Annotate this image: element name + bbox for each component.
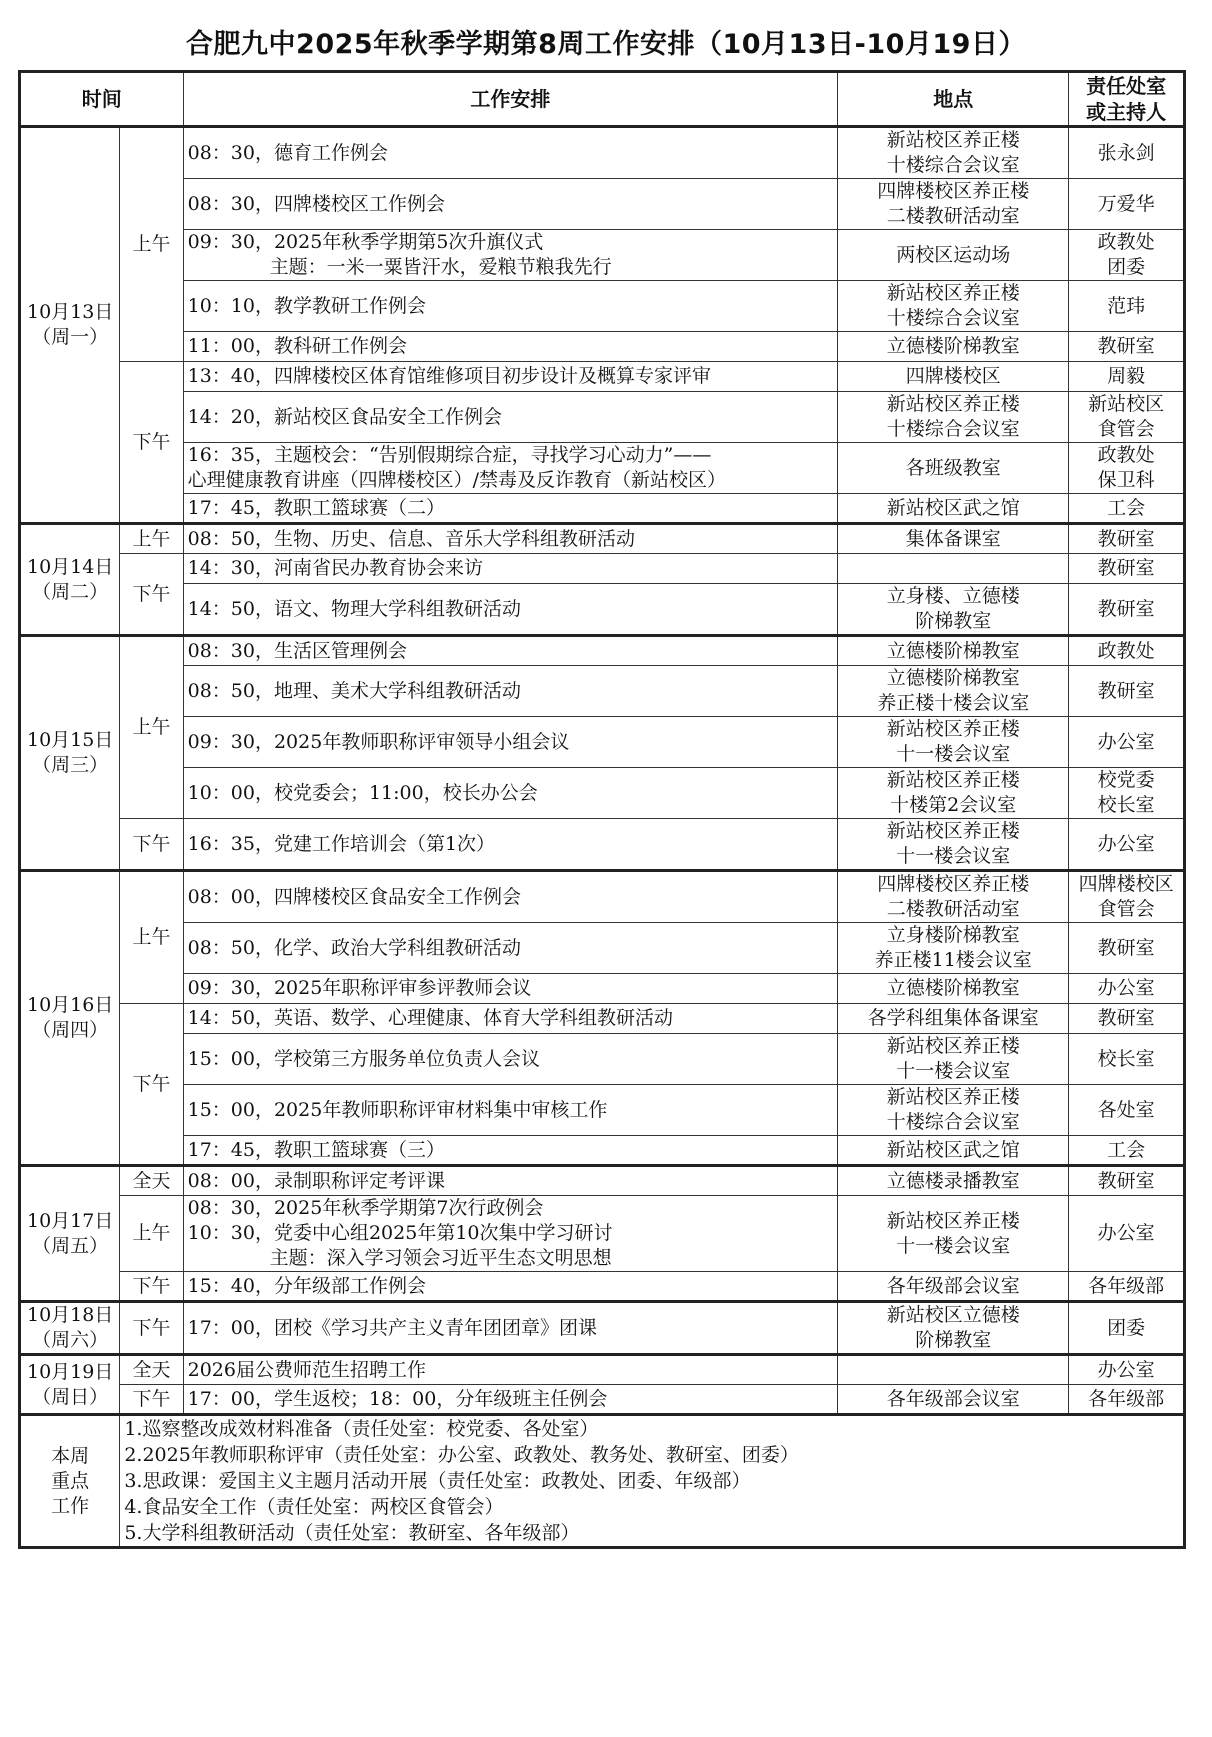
location-line: 立身楼阶梯教室 <box>886 924 1020 946</box>
owner-cell <box>1069 871 1185 923</box>
location-line: 十楼综合会议室 <box>886 154 1020 176</box>
task-cell <box>183 974 837 1004</box>
owner-line: 食管会 <box>1097 418 1155 440</box>
owner-cell <box>1069 127 1185 179</box>
schedule-row <box>20 1355 1185 1385</box>
task-line: 11：00，教科研工作例会 <box>187 335 407 357</box>
header-owner <box>1069 72 1185 127</box>
owner-cell <box>1069 1302 1185 1355</box>
day-cell <box>20 127 120 524</box>
header-task: 工作安排 <box>183 72 837 127</box>
schedule-row <box>20 871 1185 923</box>
task-cell <box>183 1004 837 1034</box>
location-line: 新站校区养正楼 <box>886 1086 1020 1108</box>
task-cell <box>183 494 837 524</box>
schedule-row <box>20 974 1185 1004</box>
key-work-item: 4.食品安全工作（责任处室：两校区食管会） <box>124 1496 504 1518</box>
location-cell <box>838 666 1069 717</box>
location-line: 新站校区养正楼 <box>886 1035 1020 1057</box>
schedule-row <box>20 923 1185 974</box>
owner-cell <box>1069 494 1185 524</box>
location-line: 两校区运动场 <box>896 243 1011 266</box>
day-cell <box>20 524 120 636</box>
period-cell: 下午 <box>120 554 183 636</box>
task-line: 10：00，校党委会；11:00，校长办公会 <box>187 781 538 804</box>
period-cell: 上午 <box>120 871 183 1004</box>
header-location: 地点 <box>838 72 1069 127</box>
task-cell <box>183 230 837 281</box>
task-cell <box>183 332 837 362</box>
task-line: 14：50，语文、物理大学科组教研活动 <box>187 597 521 620</box>
location-cell <box>838 1196 1069 1272</box>
task-cell <box>183 1034 837 1085</box>
location-cell <box>838 717 1069 768</box>
task-cell <box>183 443 837 494</box>
owner-line: 教研室 <box>1097 1169 1155 1192</box>
location-cell <box>838 1302 1069 1355</box>
header-time: 时间 <box>20 72 184 127</box>
location-line: 新站校区武之馆 <box>886 496 1020 519</box>
owner-line: 教研室 <box>1097 679 1155 702</box>
location-line: 各年级部会议室 <box>886 1387 1020 1410</box>
task-line: 心理健康教育讲座（四牌楼校区）/禁毒及反诈教育（新站校区） <box>187 469 727 491</box>
schedule-row <box>20 494 1185 524</box>
schedule-row <box>20 362 1185 392</box>
day-cell <box>20 1302 120 1355</box>
day-date: 10月17日 <box>26 1209 114 1232</box>
schedule-body <box>20 72 1185 1548</box>
owner-cell <box>1069 1166 1185 1196</box>
location-line: 十楼综合会议室 <box>886 418 1020 440</box>
task-cell <box>183 1085 837 1136</box>
period-cell: 下午 <box>120 1272 183 1302</box>
schedule-row <box>20 666 1185 717</box>
task-line: 13：40，四牌楼校区体育馆维修项目初步设计及概算专家评审 <box>187 365 711 387</box>
header-owner-line: 责任处室 <box>1086 74 1167 98</box>
owner-line: 团委 <box>1107 256 1146 278</box>
schedule-row <box>20 554 1185 584</box>
owner-line: 政教处 <box>1097 444 1155 466</box>
owner-cell <box>1069 1034 1185 1085</box>
schedule-row <box>20 179 1185 230</box>
period-cell: 上午 <box>120 524 183 554</box>
location-cell <box>838 362 1069 392</box>
owner-cell <box>1069 392 1185 443</box>
owner-line: 张永剑 <box>1097 141 1155 164</box>
task-cell <box>183 1355 837 1385</box>
task-cell <box>183 871 837 923</box>
location-line: 四牌楼校区 <box>905 365 1001 387</box>
owner-cell <box>1069 362 1185 392</box>
task-cell <box>183 1166 837 1196</box>
task-cell <box>183 666 837 717</box>
location-cell <box>838 1355 1069 1385</box>
schedule-row <box>20 1004 1185 1034</box>
location-cell <box>838 1136 1069 1166</box>
day-date: 10月15日 <box>26 729 114 751</box>
owner-line: 团委 <box>1107 1316 1146 1339</box>
task-line: 15：00，2025年教师职称评审材料集中审核工作 <box>187 1098 608 1121</box>
schedule-row <box>20 332 1185 362</box>
owner-cell <box>1069 179 1185 230</box>
owner-cell <box>1069 554 1185 584</box>
owner-cell <box>1069 1004 1185 1034</box>
task-line: 09：30，2025年秋季学期第5次升旗仪式 <box>187 231 544 253</box>
location-line: 二楼教研活动室 <box>886 205 1020 227</box>
key-work-item: 3.思政课：爱国主义主题月活动开展（责任处室：政教处、团委、年级部） <box>124 1470 751 1492</box>
schedule-row <box>20 1085 1185 1136</box>
day-weekday: （周五） <box>32 1234 109 1257</box>
owner-line: 政教处 <box>1097 639 1155 662</box>
task-cell <box>183 1302 837 1355</box>
location-line: 阶梯教室 <box>915 1329 992 1351</box>
location-cell <box>838 871 1069 923</box>
schedule-row <box>20 584 1185 636</box>
location-line: 新站校区武之馆 <box>886 1138 1020 1161</box>
period-cell: 上午 <box>120 636 183 819</box>
day-cell <box>20 636 120 871</box>
day-date: 10月19日 <box>26 1360 114 1383</box>
key-work-label-line: 重点 <box>51 1469 90 1492</box>
task-line: 09：30，2025年职称评审参评教师会议 <box>187 977 532 999</box>
location-cell <box>838 443 1069 494</box>
task-line: 主题：一米一粟皆汗水，爱粮节粮我先行 <box>269 256 612 278</box>
day-date: 10月16日 <box>26 994 114 1016</box>
task-line: 08：50，化学、政治大学科组教研活动 <box>187 936 521 959</box>
location-line: 十楼综合会议室 <box>886 1111 1020 1133</box>
owner-line: 工会 <box>1107 1138 1146 1161</box>
owner-cell <box>1069 443 1185 494</box>
key-work-item: 2.2025年教师职称评审（责任处室：办公室、政教处、教务处、教研室、团委） <box>124 1444 799 1466</box>
task-line: 17：00，学生返校；18：00，分年级班主任例会 <box>187 1387 608 1410</box>
location-line: 阶梯教室 <box>915 610 992 632</box>
task-cell <box>183 392 837 443</box>
location-line: 立身楼、立德楼 <box>886 585 1020 607</box>
period-cell: 下午 <box>120 819 183 871</box>
owner-line: 各年级部 <box>1088 1274 1165 1297</box>
location-line: 立德楼阶梯教室 <box>886 667 1020 689</box>
location-cell <box>838 1166 1069 1196</box>
owner-line: 教研室 <box>1097 527 1155 550</box>
owner-line: 各年级部 <box>1088 1387 1165 1410</box>
period-cell: 下午 <box>120 1302 183 1355</box>
location-line: 各班级教室 <box>905 456 1001 479</box>
owner-line: 教研室 <box>1097 597 1155 620</box>
location-cell <box>838 1034 1069 1085</box>
location-cell <box>838 554 1069 584</box>
location-cell <box>838 923 1069 974</box>
task-cell <box>183 1196 837 1272</box>
task-line: 15：40，分年级部工作例会 <box>187 1274 426 1297</box>
schedule-row <box>20 636 1185 666</box>
location-line: 十一楼会议室 <box>896 1234 1011 1257</box>
task-line: 08：50，生物、历史、信息、音乐大学科组教研活动 <box>187 527 635 550</box>
location-line: 新站校区养正楼 <box>886 718 1020 740</box>
owner-line: 四牌楼校区 <box>1078 873 1174 895</box>
owner-cell <box>1069 1355 1185 1385</box>
location-cell <box>838 768 1069 819</box>
owner-line: 政教处 <box>1097 231 1155 253</box>
location-line: 养正楼十楼会议室 <box>877 692 1030 714</box>
task-line: 08：50，地理、美术大学科组教研活动 <box>187 679 521 702</box>
location-line: 新站校区立德楼 <box>886 1304 1020 1326</box>
location-line: 四牌楼校区养正楼 <box>877 873 1030 895</box>
owner-line: 办公室 <box>1097 1358 1155 1381</box>
location-line: 二楼教研活动室 <box>886 898 1020 920</box>
key-work-label-line: 本周 <box>51 1444 90 1467</box>
owner-line: 办公室 <box>1097 1222 1155 1244</box>
task-line: 16：35，主题校会：“告别假期综合症，寻找学习心动力”—— <box>187 444 712 466</box>
location-cell <box>838 636 1069 666</box>
key-work-item: 5.大学科组教研活动（责任处室：教研室、各年级部） <box>124 1522 580 1544</box>
task-line: 08：30，德育工作例会 <box>187 141 388 164</box>
location-cell <box>838 1085 1069 1136</box>
schedule-row <box>20 127 1185 179</box>
schedule-row <box>20 1166 1185 1196</box>
task-cell <box>183 768 837 819</box>
task-line: 08：00，四牌楼校区食品安全工作例会 <box>187 885 521 908</box>
location-line: 新站校区养正楼 <box>886 820 1020 842</box>
task-line: 17：45，教职工篮球赛（二） <box>187 496 445 519</box>
task-line: 2026届公费师范生招聘工作 <box>187 1358 426 1381</box>
schedule-row <box>20 1302 1185 1355</box>
day-date: 10月14日 <box>26 555 114 578</box>
day-cell <box>20 871 120 1166</box>
owner-line: 各处室 <box>1097 1098 1155 1121</box>
task-line: 14：50，英语、数学、心理健康、体育大学科组教研活动 <box>187 1007 673 1029</box>
day-weekday: （周六） <box>32 1329 109 1351</box>
location-cell <box>838 281 1069 332</box>
day-weekday: （周一） <box>32 326 109 348</box>
location-line: 立德楼阶梯教室 <box>886 639 1020 662</box>
task-line: 14：20，新站校区食品安全工作例会 <box>187 405 502 428</box>
owner-cell <box>1069 636 1185 666</box>
location-line: 养正楼11楼会议室 <box>874 949 1032 971</box>
key-work-list <box>120 1415 1185 1548</box>
schedule-row <box>20 1385 1185 1415</box>
period-cell: 下午 <box>120 1385 183 1415</box>
key-work-item: 1.巡察整改成效材料准备（责任处室：校党委、各处室） <box>124 1418 599 1440</box>
day-cell <box>20 1166 120 1302</box>
location-cell <box>838 1385 1069 1415</box>
location-line: 立德楼阶梯教室 <box>886 977 1020 999</box>
location-cell <box>838 584 1069 636</box>
header-row <box>20 72 1185 127</box>
day-cell <box>20 1355 120 1415</box>
task-cell <box>183 923 837 974</box>
owner-line: 办公室 <box>1097 977 1155 999</box>
schedule-table <box>18 70 1186 1549</box>
location-line: 新站校区养正楼 <box>886 282 1020 304</box>
owner-cell <box>1069 768 1185 819</box>
owner-line: 教研室 <box>1097 936 1155 959</box>
owner-cell <box>1069 1136 1185 1166</box>
owner-line: 校长室 <box>1097 1047 1155 1070</box>
owner-line: 教研室 <box>1097 1007 1155 1029</box>
task-cell <box>183 524 837 554</box>
period-cell: 全天 <box>120 1166 183 1196</box>
owner-line: 校党委 <box>1097 769 1155 791</box>
task-cell <box>183 362 837 392</box>
location-line: 立德楼阶梯教室 <box>886 335 1020 357</box>
location-line: 立德楼录播教室 <box>886 1169 1020 1192</box>
period-cell: 下午 <box>120 362 183 524</box>
schedule-row <box>20 524 1185 554</box>
period-cell: 上午 <box>120 1196 183 1272</box>
day-weekday: （周二） <box>32 580 109 603</box>
owner-cell <box>1069 666 1185 717</box>
task-line: 08：00，录制职称评定考评课 <box>187 1169 445 1192</box>
owner-line: 新站校区 <box>1088 393 1165 415</box>
page-title: 合肥九中2025年秋季学期第8周工作安排（10月13日-10月19日） <box>186 29 1026 60</box>
header-owner-line: 或主持人 <box>1086 100 1167 124</box>
owner-cell <box>1069 819 1185 871</box>
day-weekday: （周三） <box>32 754 109 776</box>
schedule-row <box>20 1136 1185 1166</box>
location-cell <box>838 332 1069 362</box>
location-line: 十一楼会议室 <box>896 845 1011 867</box>
location-line: 各年级部会议室 <box>886 1274 1020 1297</box>
key-work-label <box>20 1415 120 1548</box>
owner-line: 校长室 <box>1097 794 1155 816</box>
owner-line: 工会 <box>1107 496 1146 519</box>
day-weekday: （周日） <box>32 1385 109 1408</box>
task-cell <box>183 1385 837 1415</box>
owner-cell <box>1069 1272 1185 1302</box>
day-date: 10月18日 <box>26 1304 114 1326</box>
day-date: 10月13日 <box>26 301 114 323</box>
task-cell <box>183 717 837 768</box>
location-line: 各学科组集体备课室 <box>867 1007 1039 1029</box>
owner-line: 教研室 <box>1097 557 1155 579</box>
owner-cell <box>1069 584 1185 636</box>
task-line: 主题：深入学习领会习近平生态文明思想 <box>269 1247 612 1269</box>
period-cell: 上午 <box>120 127 183 362</box>
task-line: 17：00，团校《学习共产主义青年团团章》团课 <box>187 1316 597 1339</box>
task-line: 08：30，四牌楼校区工作例会 <box>187 192 445 215</box>
location-cell <box>838 230 1069 281</box>
location-line: 十一楼会议室 <box>896 1060 1011 1082</box>
day-weekday: （周四） <box>32 1019 109 1041</box>
location-cell <box>838 1272 1069 1302</box>
schedule-row <box>20 392 1185 443</box>
owner-line: 教研室 <box>1097 335 1155 357</box>
schedule-row <box>20 1272 1185 1302</box>
task-cell <box>183 1272 837 1302</box>
schedule-row <box>20 281 1185 332</box>
task-line: 15：00，学校第三方服务单位负责人会议 <box>187 1047 540 1070</box>
location-line: 十楼第2会议室 <box>890 794 1017 816</box>
owner-line: 万爱华 <box>1097 192 1155 215</box>
period-cell: 下午 <box>120 1004 183 1166</box>
schedule-row <box>20 717 1185 768</box>
owner-cell <box>1069 1196 1185 1272</box>
schedule-row <box>20 230 1185 281</box>
owner-cell <box>1069 1385 1185 1415</box>
owner-cell <box>1069 717 1185 768</box>
location-cell <box>838 494 1069 524</box>
task-cell <box>183 554 837 584</box>
task-line: 14：30，河南省民办教育协会来访 <box>187 557 483 579</box>
owner-cell <box>1069 974 1185 1004</box>
task-cell <box>183 179 837 230</box>
key-work-row <box>20 1415 1185 1548</box>
location-line: 新站校区养正楼 <box>886 129 1020 151</box>
owner-line: 范玮 <box>1107 294 1146 317</box>
owner-line: 办公室 <box>1097 730 1155 753</box>
task-line: 09：30，2025年教师职称评审领导小组会议 <box>187 730 570 753</box>
task-cell <box>183 127 837 179</box>
location-cell <box>838 524 1069 554</box>
task-cell <box>183 1136 837 1166</box>
owner-line: 食管会 <box>1097 898 1155 920</box>
location-line: 新站校区养正楼 <box>886 769 1020 791</box>
location-cell <box>838 1004 1069 1034</box>
location-cell <box>838 974 1069 1004</box>
task-cell <box>183 281 837 332</box>
location-line: 集体备课室 <box>905 527 1001 550</box>
schedule-row <box>20 819 1185 871</box>
owner-line: 保卫科 <box>1097 469 1155 491</box>
owner-cell <box>1069 230 1185 281</box>
task-cell <box>183 636 837 666</box>
owner-cell <box>1069 524 1185 554</box>
key-work-label-line: 工作 <box>51 1494 90 1517</box>
task-line: 08：30，生活区管理例会 <box>187 639 407 662</box>
schedule-row <box>20 443 1185 494</box>
schedule-row <box>20 1034 1185 1085</box>
location-cell <box>838 179 1069 230</box>
location-cell <box>838 392 1069 443</box>
location-cell <box>838 819 1069 871</box>
task-cell <box>183 584 837 636</box>
location-line: 新站校区养正楼 <box>886 1209 1020 1232</box>
location-line: 新站校区养正楼 <box>886 393 1020 415</box>
owner-cell <box>1069 332 1185 362</box>
task-line: 08：30，2025年秋季学期第7次行政例会 <box>187 1197 544 1219</box>
task-line: 10：30，党委中心组2025年第10次集中学习研讨 <box>187 1222 613 1244</box>
task-line: 10：10，教学教研工作例会 <box>187 294 426 317</box>
owner-cell <box>1069 281 1185 332</box>
location-cell <box>838 127 1069 179</box>
task-cell <box>183 819 837 871</box>
location-line: 十楼综合会议室 <box>886 307 1020 329</box>
owner-line: 办公室 <box>1097 832 1155 855</box>
task-line: 17：45，教职工篮球赛（三） <box>187 1138 445 1161</box>
period-cell: 全天 <box>120 1355 183 1385</box>
owner-line: 周毅 <box>1107 365 1146 387</box>
schedule-row <box>20 1196 1185 1272</box>
owner-cell <box>1069 923 1185 974</box>
location-line: 十一楼会议室 <box>896 743 1011 765</box>
task-line: 16：35，党建工作培训会（第1次） <box>187 832 496 855</box>
owner-cell <box>1069 1085 1185 1136</box>
location-line: 四牌楼校区养正楼 <box>877 180 1030 202</box>
schedule-row <box>20 768 1185 819</box>
